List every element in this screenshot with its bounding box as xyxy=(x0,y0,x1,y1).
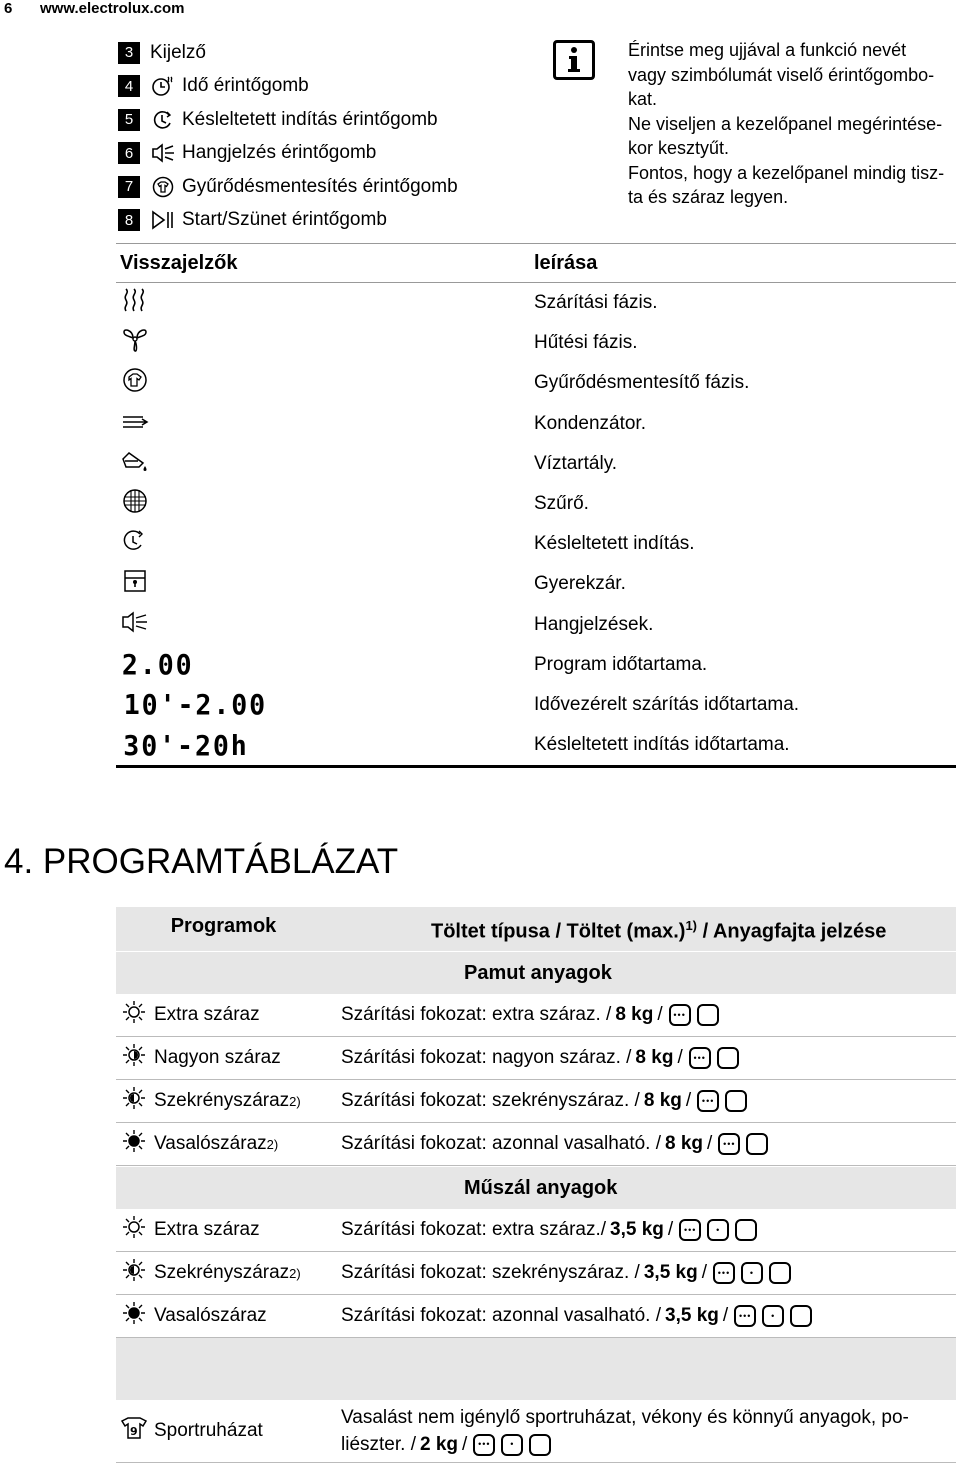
fabric-symbol-icon: ••• xyxy=(473,1434,495,1456)
table-row: Nagyon száraz Szárítási fokozat: nagyon száraz. / 8 kg / ••• xyxy=(116,1037,956,1080)
info-line: Ne viseljen a kezelőpanel megérintése- xyxy=(628,113,943,134)
section-title: 4. PROGRAMTÁBLÁZAT xyxy=(4,842,399,881)
indicator-desc: Késleltetett indítás időtartama. xyxy=(534,734,790,756)
info-line: vagy szimbólumát viselő érintőgombo- xyxy=(628,64,935,85)
child-lock-icon xyxy=(120,578,150,599)
drying-phase-icon xyxy=(120,297,150,318)
info-line: kor kesztyűt. xyxy=(628,138,730,158)
control-label: Gyűrődésmentesítés érintőgomb xyxy=(182,175,458,197)
fabric-symbol-icon: ••• xyxy=(669,1004,691,1026)
display-readout: 10'-2.00 xyxy=(123,688,268,722)
fabric-symbol-icon xyxy=(725,1090,747,1112)
fabric-symbol-icon xyxy=(697,1004,719,1026)
table-row xyxy=(116,404,956,444)
control-item xyxy=(118,170,468,204)
table-row: Extra száraz Szárítási fokozat: extra száraz. / 8 kg / ••• xyxy=(116,994,956,1037)
control-number: 7 xyxy=(118,176,140,198)
header-indicators: Visszajelzők xyxy=(120,251,238,274)
info-icon xyxy=(553,40,595,80)
control-label: Hangjelzés érintőgomb xyxy=(182,142,377,164)
info-line: Fontos, hogy a kezelőpanel mindig tisz- xyxy=(628,162,945,183)
header-load: Töltet típusa / Töltet $(\max.)^{1)}$ / Anyagfajta jelzése xyxy=(431,918,887,943)
indicator-desc: Késleltetett indítás. xyxy=(534,533,695,555)
start-pause-icon xyxy=(150,209,176,231)
footnote-ref: 2) xyxy=(266,1136,279,1152)
anti-crease-icon xyxy=(150,176,176,198)
program-name: Extra száraz xyxy=(154,1219,260,1240)
fabric-symbol-icon: ••• xyxy=(718,1133,740,1155)
control-item xyxy=(118,103,468,137)
delay-start-icon xyxy=(120,538,150,559)
program-load: 8 kg xyxy=(665,1133,704,1154)
page-number: 6 xyxy=(4,0,13,17)
program-name: Sportruházat xyxy=(154,1420,263,1441)
indicator-desc: Víztartály. xyxy=(534,452,618,474)
table-row xyxy=(116,524,956,564)
table-row xyxy=(116,685,956,725)
table-row xyxy=(116,323,956,363)
program-desc: Szárítási fokozat: nagyon száraz. / xyxy=(341,1047,632,1068)
table-row xyxy=(116,363,956,403)
program-load: 3,5 kg xyxy=(610,1219,664,1240)
fabric-symbol-icon: • xyxy=(501,1434,523,1456)
water-tank-icon xyxy=(120,458,150,479)
indicators-table xyxy=(116,243,956,768)
table-row xyxy=(116,444,956,484)
fabric-symbol-icon: • xyxy=(762,1305,784,1327)
control-item xyxy=(118,137,468,171)
control-label: Start/Szünet érintőgomb xyxy=(182,209,387,231)
table-row: Szekrényszáraz 2) Szárítási fokozat: szekrényszáraz. / 8 kg / ••• xyxy=(116,1080,956,1123)
spacer-row xyxy=(116,1338,956,1400)
indicator-desc: Gyűrődésmentesítő fázis. xyxy=(534,372,750,394)
indicator-desc: Hangjelzések. xyxy=(534,613,654,635)
sportswear-icon xyxy=(120,1416,154,1446)
program-name: Nagyon száraz xyxy=(154,1047,281,1068)
table-row xyxy=(116,605,956,645)
table-row: Vasalószáraz 2) Szárítási fokozat: azonnal vasalható. / 8 kg / ••• xyxy=(116,1123,956,1166)
program-name: Extra száraz xyxy=(154,1004,260,1025)
control-item xyxy=(118,70,468,104)
svg-text:9: 9 xyxy=(130,1425,138,1438)
program-table xyxy=(116,907,956,1463)
fabric-symbol-icon xyxy=(769,1262,791,1284)
program-desc: Szárítási fokozat: szekrényszáraz. / xyxy=(341,1262,640,1283)
program-load: 2 kg xyxy=(419,1434,459,1455)
info-line: Érintse meg ujjával a funkció nevét xyxy=(628,40,907,60)
table-header xyxy=(116,243,956,283)
table-row xyxy=(116,725,956,768)
control-number: 4 xyxy=(118,75,140,97)
program-name: Vasalószáraz xyxy=(154,1305,267,1326)
delay-start-icon xyxy=(150,109,176,131)
program-load: 8 kg xyxy=(635,1047,674,1068)
group-header: Műszál anyagok xyxy=(116,1166,956,1209)
fabric-symbol-icon: ••• xyxy=(713,1262,735,1284)
cupboard-dry-icon xyxy=(120,1258,154,1288)
footnote-ref: 2) xyxy=(289,1265,301,1281)
buzzer-icon xyxy=(120,619,150,640)
program-desc: Szárítási fokozat: szekrényszáraz. / xyxy=(341,1090,640,1111)
info-line: ta és száraz legyen. xyxy=(628,187,789,207)
table-row xyxy=(116,283,956,323)
program-desc: liészter. / xyxy=(341,1434,416,1455)
indicator-desc: Idővezérelt szárítás időtartama. xyxy=(534,693,800,715)
indicator-desc: Gyerekzár. xyxy=(534,573,626,595)
control-number: 3 xyxy=(118,42,140,64)
iron-dry-icon xyxy=(120,1129,154,1159)
fabric-symbol-icon: ••• xyxy=(679,1219,701,1241)
table-row: Szekrényszáraz 2) Szárítási fokozat: szekrényszáraz. / 3,5 kg / ••• • xyxy=(116,1252,956,1295)
fabric-symbol-icon: • xyxy=(741,1262,763,1284)
table-row: Extra száraz Szárítási fokozat: extra száraz./ 3,5 kg / ••• • xyxy=(116,1209,956,1252)
indicator-desc: Szárítási fázis. xyxy=(534,292,658,314)
table-row xyxy=(116,484,956,524)
extra-dry-icon xyxy=(120,1215,154,1245)
control-item xyxy=(118,204,468,238)
program-load: 8 kg xyxy=(643,1090,682,1111)
fabric-symbol-icon xyxy=(735,1219,757,1241)
very-dry-icon xyxy=(120,1043,154,1073)
extra-dry-icon xyxy=(120,1000,154,1030)
control-number: 8 xyxy=(118,209,140,231)
program-name: Szekrényszáraz xyxy=(154,1262,290,1283)
cooling-fan-icon xyxy=(120,337,150,358)
program-desc: Szárítási fokozat: extra száraz./ xyxy=(341,1219,607,1240)
program-name: Vasalószáraz xyxy=(154,1133,267,1154)
time-icon xyxy=(150,75,176,97)
table-row: 9 Sportruházat Vasalást nem igénylő sportruházat, vékony és könnyű anyagok, po- liészter. / 2 kg / ••• • xyxy=(116,1400,956,1463)
filter-icon xyxy=(120,498,150,519)
control-label: Késleltetett indítás érintőgomb xyxy=(182,108,438,130)
control-number: 6 xyxy=(118,142,140,164)
footnote-ref: 2) xyxy=(289,1093,301,1109)
fabric-symbol-icon: ••• xyxy=(697,1090,719,1112)
table-row xyxy=(116,645,956,685)
condenser-icon xyxy=(120,418,150,439)
display-readout: 30'-20h xyxy=(123,728,249,762)
table-row: Vasalószáraz Szárítási fokozat: azonnal vasalható. / 3,5 kg / ••• • xyxy=(116,1295,956,1338)
header-description: leírása xyxy=(534,251,598,274)
program-desc: Szárítási fokozat: extra száraz. / xyxy=(341,1004,612,1025)
indicator-desc: Program időtartama. xyxy=(534,653,708,675)
control-list xyxy=(118,36,468,237)
program-load: 3,5 kg xyxy=(643,1262,698,1283)
iron-dry-icon xyxy=(120,1301,154,1331)
fabric-symbol-icon xyxy=(717,1047,739,1069)
program-desc: Vasalást nem igénylő sportruházat, vékony és könnyű anyagok, po- xyxy=(341,1407,909,1428)
program-name: Szekrényszáraz xyxy=(154,1090,290,1111)
fabric-symbol-icon: ••• xyxy=(689,1047,711,1069)
fabric-symbol-icon: • xyxy=(707,1219,729,1241)
info-note xyxy=(628,38,956,210)
display-readout: 2.00 xyxy=(121,648,194,682)
program-load: 8 kg xyxy=(615,1004,654,1025)
group-header: Pamut anyagok xyxy=(116,951,956,994)
control-label: Kijelző xyxy=(150,41,206,63)
info-line: kat. xyxy=(628,89,658,109)
fabric-symbol-icon xyxy=(746,1133,768,1155)
cupboard-dry-icon xyxy=(120,1086,154,1116)
fabric-symbol-icon xyxy=(790,1305,812,1327)
header-programs: Programok xyxy=(170,915,277,937)
indicator-desc: Kondenzátor. xyxy=(534,412,646,434)
control-number: 5 xyxy=(118,109,140,131)
indicator-desc: Hűtési fázis. xyxy=(534,332,638,354)
indicator-desc: Szűrő. xyxy=(534,493,589,515)
program-load: 3,5 kg xyxy=(665,1305,719,1326)
fabric-symbol-icon: ••• xyxy=(734,1305,756,1327)
program-desc: Szárítási fokozat: azonnal vasalható. / xyxy=(341,1133,662,1154)
fabric-symbol-icon xyxy=(529,1434,551,1456)
program-desc: Szárítási fokozat: azonnal vasalható. / xyxy=(341,1305,662,1326)
table-row xyxy=(116,564,956,604)
control-item xyxy=(118,36,468,70)
anti-crease-icon xyxy=(120,377,150,398)
header-url: www.electrolux.com xyxy=(40,0,185,17)
control-label: Idő érintőgomb xyxy=(182,75,309,97)
table-header xyxy=(116,907,956,951)
buzzer-icon xyxy=(150,142,176,164)
